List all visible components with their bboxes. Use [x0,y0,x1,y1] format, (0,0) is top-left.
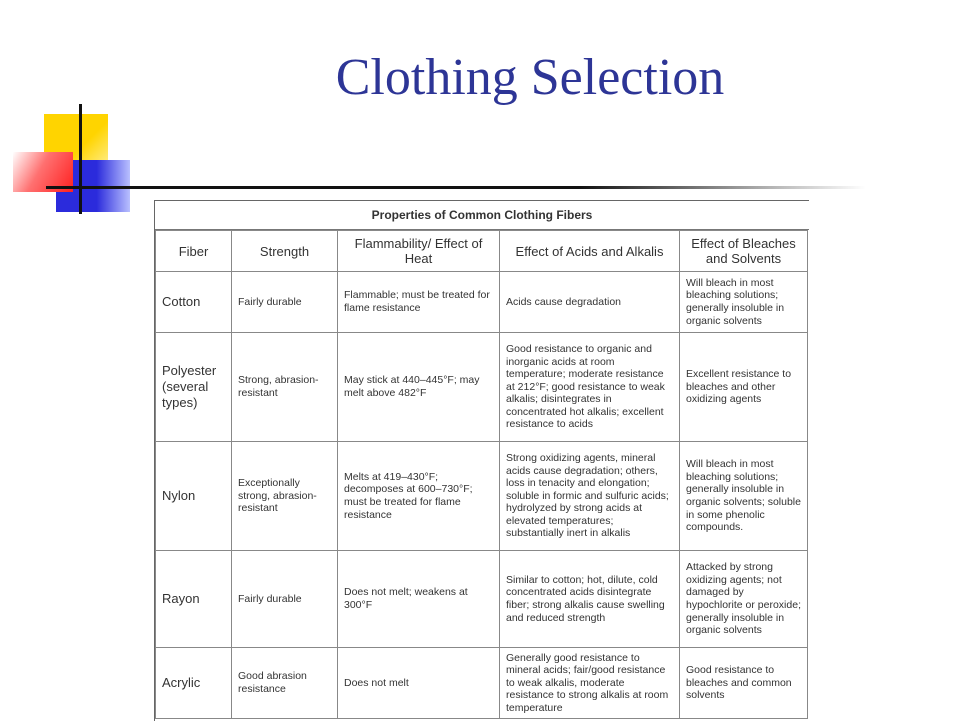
fiber-name: Nylon [156,442,232,551]
heat-cell: Does not melt; weakens at 300°F [338,551,500,648]
title-divider-line [46,186,866,189]
acids-cell: Acids cause degradation [500,272,680,333]
strength-cell: Strong, abrasion-resistant [232,333,338,442]
heat-cell: May stick at 440–445°F; may melt above 482°F [338,333,500,442]
heat-cell: Flammable; must be treated for flame resistance [338,272,500,333]
strength-cell: Good abrasion resistance [232,648,338,719]
acids-cell: Good resistance to organic and inorganic acids at room temperature; moderate resistance at 212°F; good resistance to weak alkalis; disintegrates in concentrated hot alkalis; excellent resistance to acids [500,333,680,442]
bleaches-cell: Will bleach in most bleaching solutions; generally insoluble in organic solvents [680,272,808,333]
bleaches-cell: Will bleach in most bleaching solutions; generally insoluble in organic solvents; soluble in some phenolic compounds. [680,442,808,551]
table-row [156,551,808,648]
fiber-name: Polyester (several types) [156,333,232,442]
table-row [156,442,808,551]
fiber-name: Cotton [156,272,232,333]
decorative-vertical-line [79,104,82,214]
table-caption: Properties of Common Clothing Fibers [155,201,809,230]
header-bleaches-solvents: Effect of Bleaches and Solvents [680,231,808,272]
header-flammability: Flammability/ Effect of Heat [338,231,500,272]
slide-title: Clothing Selection [335,49,725,106]
table-header-row [156,231,808,272]
heat-cell: Melts at 419–430°F; decomposes at 600–730°F; must be treated for flame resistance [338,442,500,551]
heat-cell: Does not melt [338,648,500,719]
table-row [156,648,808,719]
header-acids-alkalis: Effect of Acids and Alkalis [500,231,680,272]
header-strength: Strength [232,231,338,272]
fiber-properties-table [155,230,808,719]
bleaches-cell: Attacked by strong oxidizing agents; not damaged by hypochlorite or peroxide; generally insoluble in organic solvents [680,551,808,648]
table-row [156,272,808,333]
acids-cell: Generally good resistance to mineral acids; fair/good resistance to weak alkalis, moderate resistance to strong alkalis at room temperature [500,648,680,719]
acids-cell: Similar to cotton; hot, dilute, cold concentrated acids disintegrate fiber; strong alkalis cause swelling and reduced strength [500,551,680,648]
bleaches-cell: Good resistance to bleaches and common solvents [680,648,808,719]
acids-cell: Strong oxidizing agents, mineral acids cause degradation; others, loss in tenacity and elongation; soluble in formic and sulfuric acids; hydrolyzed by strong acids at elevated temperatures; substantially inert in alkalis [500,442,680,551]
header-fiber: Fiber [156,231,232,272]
fiber-name: Rayon [156,551,232,648]
fiber-properties-document [154,200,809,721]
bleaches-cell: Excellent resistance to bleaches and other oxidizing agents [680,333,808,442]
fiber-name: Acrylic [156,648,232,719]
table-row [156,333,808,442]
strength-cell: Fairly durable [232,272,338,333]
strength-cell: Exceptionally strong, abrasion-resistant [232,442,338,551]
strength-cell: Fairly durable [232,551,338,648]
